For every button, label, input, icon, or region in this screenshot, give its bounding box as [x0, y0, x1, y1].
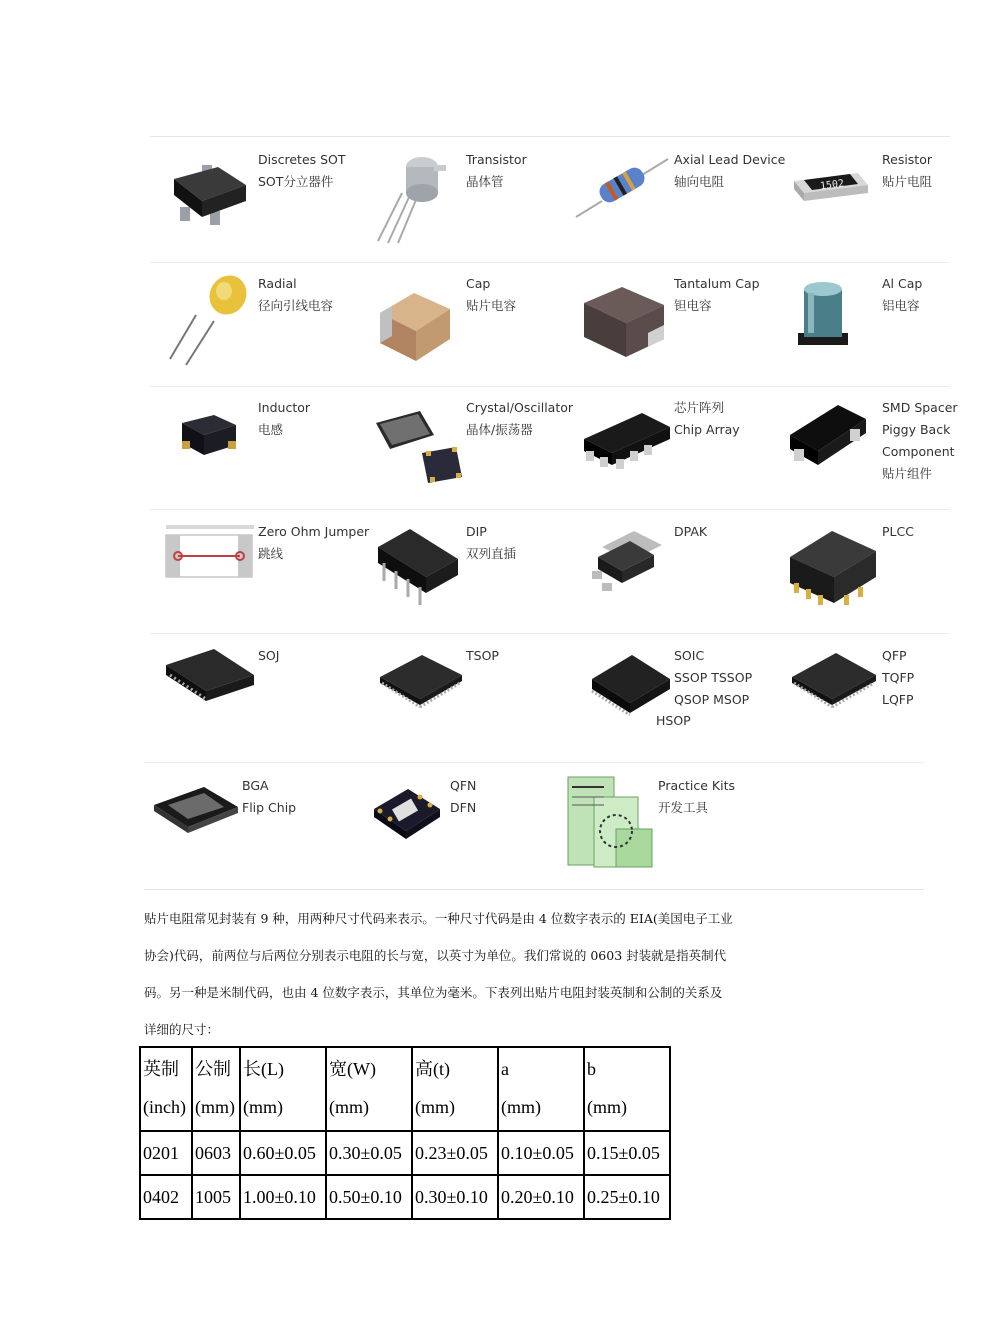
package-cell-plcc[interactable]: [774, 509, 982, 632]
package-cell-dip[interactable]: [358, 509, 566, 632]
package-name-en: Axial Lead Device: [674, 152, 786, 167]
transistor-icon: [364, 145, 462, 245]
table-cell: 0.20±0.10: [498, 1175, 584, 1219]
package-name-zh: 双列直插: [466, 546, 517, 561]
package-cell-zero-ohm[interactable]: [150, 509, 370, 632]
table-row: [140, 1175, 670, 1219]
table-header-cell: b (mm): [584, 1047, 670, 1131]
package-cell-soic[interactable]: [566, 633, 774, 756]
table-row: [140, 1131, 670, 1175]
bga-icon: [148, 775, 238, 871]
package-name-zh: 铝电容: [882, 298, 920, 313]
dpak-icon: [572, 517, 670, 617]
package-name-zh: 钽电容: [674, 298, 712, 313]
chip-array-icon: [572, 393, 670, 493]
package-name-en: Al Cap: [882, 276, 923, 291]
table-cell: 0.50±0.10: [326, 1175, 412, 1219]
table-header-cell: 长(L) (mm): [240, 1047, 326, 1131]
table-cell: 1.00±0.10: [240, 1175, 326, 1219]
package-cell-soj[interactable]: [150, 633, 358, 756]
package-name-en: DPAK: [674, 524, 708, 539]
package-name-en: Discretes SOT: [258, 152, 346, 167]
tsop-icon: [364, 641, 462, 741]
package-name-en: DIP: [466, 524, 487, 539]
package-cell-qfn[interactable]: [352, 769, 552, 879]
table-cell: 1005: [192, 1175, 240, 1219]
package-name-zh: 开发工具: [658, 800, 709, 815]
plcc-icon: [780, 517, 878, 617]
package-name-en: Transistor: [466, 152, 527, 167]
package-name-zh: 贴片电阻: [882, 174, 933, 189]
qfp-icon: [780, 641, 878, 741]
package-name-en: Zero Ohm Jumper: [258, 524, 370, 539]
package-cell-transistor[interactable]: [358, 137, 566, 260]
hsop-label: HSOP: [656, 713, 691, 728]
package-name-zh: 晶体管: [466, 174, 504, 189]
axial-resistor-icon: [572, 145, 670, 245]
package-name-en: Component: [882, 444, 955, 459]
smd-resistor-icon: [780, 145, 878, 245]
paragraph-line: 协会)代码，前两位与后两位分别表示电阻的长与宽，以英寸为单位。我们常说的 0603 封装就是指英制代: [144, 948, 727, 963]
package-name-zh: 芯片阵列: [674, 400, 725, 415]
package-name-en: SSOP TSSOP: [674, 670, 753, 685]
table-header-cell: 高(t) (mm): [412, 1047, 498, 1131]
package-cell-inductor[interactable]: [150, 385, 358, 508]
table-cell: 0.25±0.10: [584, 1175, 670, 1219]
zero-ohm-jumper-icon: [156, 517, 254, 617]
paragraph-line: 贴片电阻常见封装有 9 种，用两种尺寸代码来表示。一种尺寸代码是由 4 位数字表示的 EIA(美国电子工业: [144, 911, 733, 926]
package-cell-smd-spacer[interactable]: [774, 385, 982, 508]
table-cell: 0.23±0.05: [412, 1131, 498, 1175]
table-cell: 0.15±0.05: [584, 1131, 670, 1175]
table-header-cell: 宽(W) (mm): [326, 1047, 412, 1131]
radial-capacitor-icon: [156, 269, 254, 369]
aluminum-capacitor-icon: [780, 269, 878, 369]
package-name-en: QSOP MSOP: [674, 692, 750, 707]
package-cell-crystal[interactable]: [358, 385, 574, 508]
table-cell: 0.60±0.05: [240, 1131, 326, 1175]
package-cell-al-cap[interactable]: [774, 261, 982, 384]
inductor-icon: [156, 393, 254, 493]
package-cell-tantalum[interactable]: [566, 261, 774, 384]
package-name-en: DFN: [450, 800, 477, 815]
package-name-en: Resistor: [882, 152, 932, 167]
paragraph-line: 码。另一种是米制代码，也由 4 位数字表示，其单位为毫米。下表列出贴片电阻封装英制和公制的关系及: [144, 985, 723, 1000]
table-cell: 0402: [140, 1175, 192, 1219]
package-grid: [150, 136, 958, 713]
package-name-en: QFN: [450, 778, 477, 793]
package-name-zh: 轴向电阻: [674, 174, 725, 189]
table-header-row: [140, 1047, 670, 1131]
sot-chip-icon: [156, 145, 254, 245]
package-name-en: PLCC: [882, 524, 914, 539]
package-name-en: BGA: [242, 778, 269, 793]
table-cell: 0.10±0.05: [498, 1131, 584, 1175]
description-paragraph: [144, 900, 824, 1048]
package-cell-practice-kits[interactable]: [560, 769, 810, 879]
package-name-zh: 贴片电容: [466, 298, 517, 313]
package-name-en: QFP: [882, 648, 907, 663]
table-header-cell: 英制 (inch): [140, 1047, 192, 1131]
package-cell-tsop[interactable]: [358, 633, 566, 756]
package-cell-resistor[interactable]: [774, 137, 982, 260]
package-name-en: SMD Spacer: [882, 400, 958, 415]
package-name-en: Chip Array: [674, 422, 740, 437]
package-name-en: Piggy Back: [882, 422, 951, 437]
tantalum-capacitor-icon: [572, 269, 670, 369]
package-name-en: Crystal/Oscillator: [466, 400, 574, 415]
table-header-cell: 公制 (mm): [192, 1047, 240, 1131]
package-name-en: Cap: [466, 276, 491, 291]
package-name-zh: 晶体/振荡器: [466, 422, 533, 437]
table-cell: 0.30±0.05: [326, 1131, 412, 1175]
package-name-en: SOIC: [674, 648, 705, 663]
package-cell-radial[interactable]: [150, 261, 358, 384]
package-name-en: Radial: [258, 276, 297, 291]
smd-spacer-icon: [780, 393, 878, 493]
package-cell-axial[interactable]: [566, 137, 786, 260]
package-cell-bga[interactable]: [144, 769, 344, 879]
resistor-marking: 1502: [819, 178, 845, 193]
bottom-package-panel: [144, 762, 924, 890]
package-name-en: Practice Kits: [658, 778, 735, 793]
smd-capacitor-icon: [364, 269, 462, 369]
package-name-zh: 电感: [258, 422, 284, 437]
paragraph-line: 详细的尺寸：: [144, 1022, 220, 1037]
package-name-en: Tantalum Cap: [674, 276, 760, 291]
table-cell: 0603: [192, 1131, 240, 1175]
table-cell: 0201: [140, 1131, 192, 1175]
package-cell-sot[interactable]: [150, 137, 358, 260]
package-name-en: Inductor: [258, 400, 311, 415]
soj-icon: [156, 641, 254, 741]
crystal-oscillator-icon: [364, 393, 462, 493]
package-name-en: Flip Chip: [242, 800, 297, 815]
package-name-zh: 径向引线电容: [258, 298, 334, 313]
package-cell-qfp[interactable]: [774, 633, 982, 756]
package-name-zh: 跳线: [258, 546, 284, 561]
package-cell-dpak[interactable]: [566, 509, 774, 632]
table-header-cell: a (mm): [498, 1047, 584, 1131]
practice-kits-icon: [564, 775, 654, 871]
dip-chip-icon: [364, 517, 462, 617]
package-name-en: TSOP: [466, 648, 499, 663]
package-cell-cap[interactable]: [358, 261, 566, 384]
package-name-en: LQFP: [882, 692, 914, 707]
resistor-size-table: [139, 1046, 671, 1220]
package-name-zh: SOT分立器件: [258, 174, 334, 189]
package-name-en: SOJ: [258, 648, 280, 663]
table-cell: 0.30±0.10: [412, 1175, 498, 1219]
qfn-icon: [356, 775, 446, 871]
package-name-zh: 贴片组件: [882, 466, 933, 481]
package-cell-chip-array[interactable]: [566, 385, 774, 508]
package-name-en: TQFP: [882, 670, 915, 685]
